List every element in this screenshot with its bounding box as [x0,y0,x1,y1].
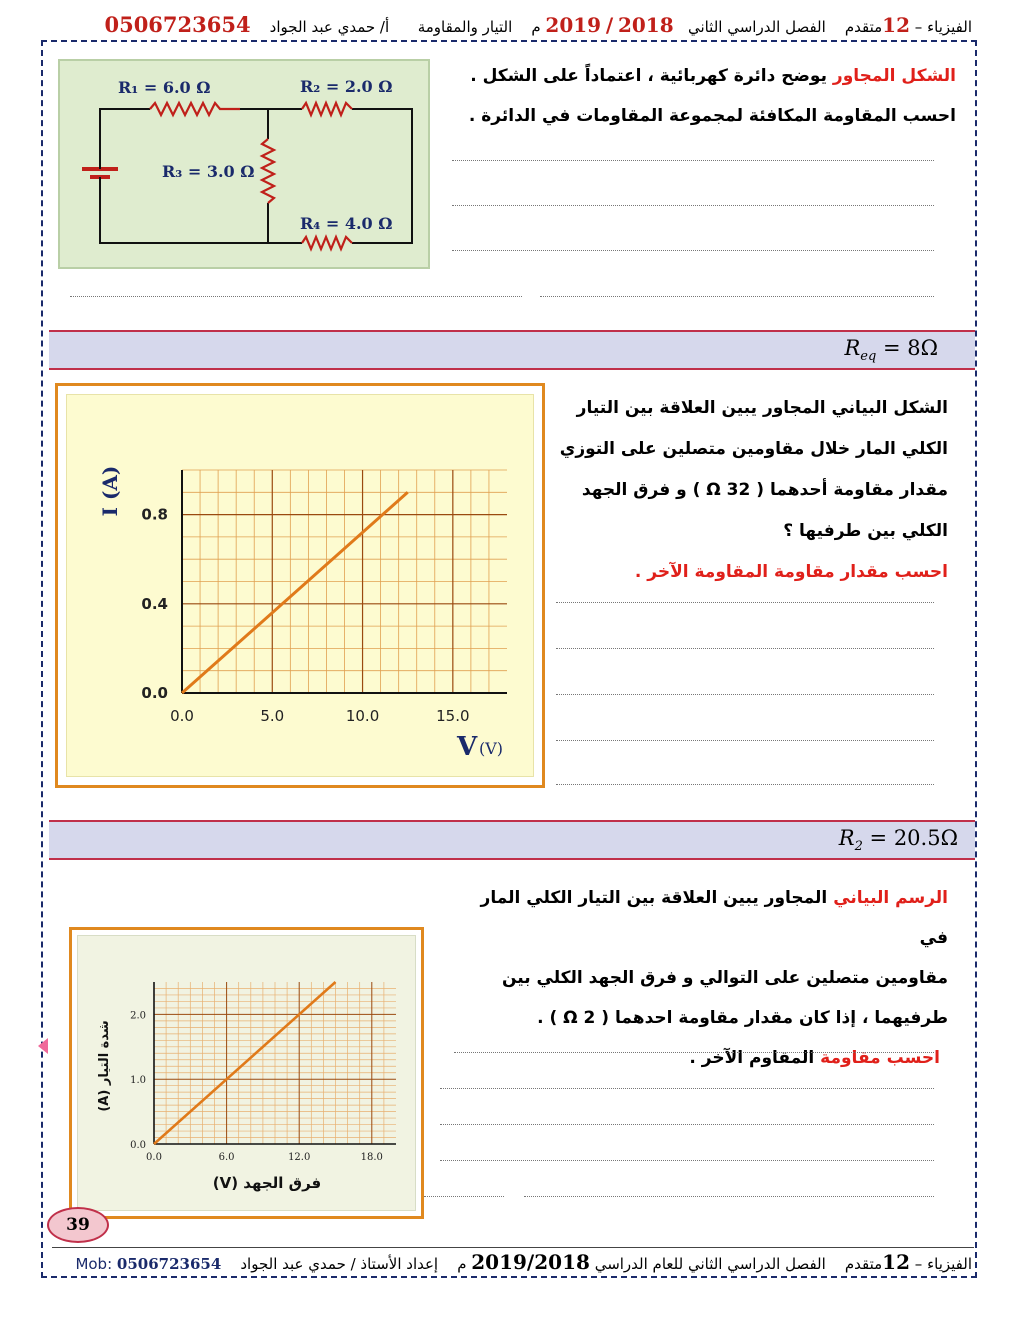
data-series-line [154,982,336,1144]
header-subject: الفيزياء – [914,18,972,36]
x-tick-label: 15.0 [436,707,470,725]
q3-lead: الرسم البياني [833,888,948,908]
r4-label: R₄ = 4.0 Ω [300,214,393,233]
q1-answer-sub: eq [860,349,877,365]
x-axis-label-unit: (V) [479,739,504,758]
q2-line-2: الكلي المار خلال مقاومين متصلين على التوزي [559,439,948,459]
q1-text [456,56,956,136]
x-tick-label: 18.0 [360,1152,383,1163]
answer-line [556,602,934,603]
y-tick-label: 0.0 [141,684,168,702]
y-tick-label: 0.0 [130,1140,146,1151]
resistor-r1 [150,103,240,115]
footer-grade-number: 12 [882,1250,911,1274]
x-tick-label: 5.0 [260,707,285,725]
q2-text [548,388,948,593]
r2-label: R₂ = 2.0 Ω [300,77,393,96]
resistor-r4 [302,237,352,249]
answer-line [440,1160,934,1161]
answer-line [556,694,934,695]
circuit-figure [58,59,430,269]
footer-prepared: إعداد الأستاذ / حمدي عبد الجواد [240,1255,439,1273]
q1-line-2: احسب المقاومة المكافئة لمجموعة المقاومات في الدائرة . [468,106,956,126]
y-tick-label: 2.0 [130,1010,146,1022]
circuit-diagram [60,61,428,267]
answer-line [440,1124,934,1125]
q1-line-1-rest: يوضح دائرة كهربائية ، اعتماداً على الشكل . [470,66,833,86]
q1-answer [844,336,938,364]
chart-1 [67,395,533,776]
q3-task-red: احسب مقاومة [820,1048,940,1068]
margin-marker-icon [38,1038,48,1054]
footer-mob-label: Mob: [75,1255,113,1273]
q3-task-rest: المقاوم الآخر . [689,1048,821,1068]
y-tick-label: 1.0 [130,1075,146,1087]
answer-line [452,205,934,206]
header-year-b: 2019 [545,13,602,37]
answer-line [452,160,934,161]
q3-line-1-rest: المجاور يبين العلاقة بين التيار الكلي المار في [480,888,948,948]
q1-line-1 [456,56,956,96]
q2-task: احسب مقدار مقاومة المقاومة الآخر . [634,562,948,582]
x-tick-label: 10.0 [345,707,380,725]
q2-line-4: الكلي بين طرفيها ؟ [783,521,948,541]
x-axis-label-main: V [457,732,478,762]
footer-subject: الفيزياء – [914,1255,972,1273]
answer-line [424,1196,504,1197]
battery-icon [82,159,118,185]
q2-answer [839,826,958,854]
q2-line-1: الشكل البياني المجاور يبين العلاقة بين التيار [576,398,948,418]
q3-line-1 [448,878,948,958]
footer-semester: الفصل الدراسي الثاني للعام الدراسي [594,1255,826,1273]
x-axis-label: فرق الجهد (V) [212,1174,322,1192]
header-year-a: 2018 [617,13,674,37]
x-tick-label: 0.0 [170,707,194,725]
header-phone: 0506723654 [104,12,251,37]
footer-years: 2019/2018 [471,1250,590,1274]
footer-rule [52,1247,974,1248]
header-unit: التيار والمقاومة [417,18,513,36]
y-axis-label: I (A) [98,465,122,517]
header-semester: الفصل الدراسي الثاني [687,18,826,36]
header-slash: / [605,13,614,37]
x-tick-label: 6.0 [218,1152,235,1163]
answer-line [556,648,934,649]
answer-line [440,1088,934,1089]
r3-label: R₃ = 3.0 Ω [162,162,255,181]
chart-2-frame [69,927,424,1219]
q2-answer-sub: 2 [854,839,863,855]
answer-band-1 [49,330,975,370]
page-number: 39 [66,1215,90,1235]
resistor-r2 [302,103,352,115]
header-era: م [531,18,541,36]
footer-phone-group [75,1255,221,1273]
answer-line [454,1052,934,1053]
footer-grade-label: متقدم [844,1255,883,1273]
x-tick-label: 0.0 [146,1152,162,1163]
resistor-r3 [262,139,274,203]
answer-line [524,1196,934,1197]
y-axis-label: شدة التيار (A) [97,1020,112,1112]
x-tick-label: 12.0 [288,1152,311,1163]
header-teacher: أ/ حمدي عبد الجواد [269,18,390,36]
page-footer [75,1250,972,1274]
q3-line-2: مقاومين متصلين على التوالي و فرق الجهد الكلي بين [501,968,948,988]
answer-line [556,784,934,785]
q1-lead: الشكل المجاور [832,66,956,86]
q2-line-3: مقدار مقاومة أحدهما ( 32 Ω ) و فرق الجهد [581,480,948,500]
y-tick-label: 0.8 [141,505,168,524]
header-grade-number: 12 [882,13,911,37]
data-series-line [182,492,408,693]
footer-era: م [457,1255,467,1273]
page-number-badge [47,1207,109,1243]
answer-band-2 [49,820,975,860]
q3-text [448,878,948,1078]
page-header [104,12,972,37]
q3-line-3: طرفيهما ، إذا كان مقدار مقاومة احدهما ( 2 Ω ) . [537,1008,948,1028]
chart-2 [78,936,415,1210]
y-tick-label: 0.4 [141,594,168,613]
q2-answer-value: = 20.5Ω [862,826,958,850]
answer-line [540,296,934,297]
q3-line-4 [448,1038,948,1078]
answer-line [452,250,934,251]
chart-1-frame [55,383,545,788]
header-grade-label: متقدم [844,18,883,36]
q1-answer-value: = 8Ω [876,336,938,360]
answer-line [556,740,934,741]
footer-phone: 0506723654 [116,1255,222,1273]
r1-label: R₁ = 6.0 Ω [118,78,211,97]
answer-line [70,296,522,297]
q2-answer-symbol: R [838,826,855,850]
q1-answer-symbol: R [844,336,861,360]
